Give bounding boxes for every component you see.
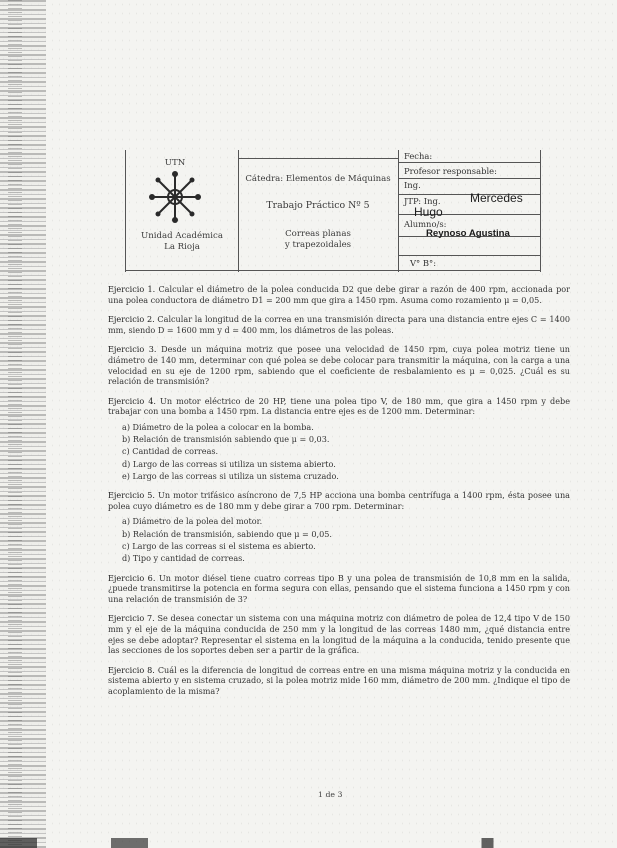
frame-line: [398, 255, 540, 256]
exercise-8: [108, 665, 570, 697]
student-name: Reynoso Agustina: [426, 228, 510, 239]
exercise-label: Ejercicio 6.: [108, 572, 156, 583]
exercise-item: c) Largo de las correas si el sistema es abierto.: [122, 540, 316, 551]
unidad-academica: Unidad Académica: [141, 231, 223, 241]
exercise-text: Se desea conectar un sistema con una máquina motriz con diámetro de polea de 12,4 tipo V de 150 mm y el eje de la máquina conducida de 250 mm y la longitud de las correas 1480 mm, ¿qué distancia entre ejes se debe adoptar? Representar el sistema en la longitud de la máquina a la conducida, tenido presente que las secciones de los soportes deben ser a partir de la gráfica.: [108, 613, 570, 656]
exercise-text: Cuál es la diferencia de longitud de correas entre en una misma máquina motriz y la conducida en sistema abierto y en sistema cruzado, si la polea motriz mide 160 mm, diámetro de 200 mm. ¿Indique el tipo de acoplamiento de la misma?: [108, 664, 570, 696]
exercise-5-items: [122, 516, 570, 563]
frame-line: [398, 178, 540, 179]
exercise-item: e) Largo de las correas si utiliza un sistema cruzado.: [122, 470, 339, 481]
exercise-item: d) Largo de las correas si utiliza un sistema abierto.: [122, 458, 336, 469]
frame-line: [540, 150, 541, 272]
profesor-label: Profesor responsable:: [404, 166, 497, 176]
frame-line: [398, 150, 399, 272]
exercise-label: Ejercicio 7.: [108, 613, 155, 624]
exercise-4: [108, 396, 570, 417]
ing-label: Ing.: [404, 180, 421, 190]
exercise-label: Ejercicio 5.: [108, 490, 155, 501]
frame-line: [238, 158, 398, 159]
scan-edge: [0, 838, 617, 848]
catedra-title: Cátedra: Elementos de Máquinas: [245, 174, 391, 184]
binding-edge: [0, 0, 46, 848]
frame-line: [125, 270, 540, 271]
exercise-4-items: [122, 422, 570, 481]
binding-holes: [8, 0, 22, 848]
exercise-text: Calcular el diámetro de la polea conducida D2 que debe girar a razón de 400 rpm, accionada por una polea conductora de diámetro D1 = 200 mm que gira a 1450 rpm. Asuma como rozamiento μ = 0,05.: [108, 284, 571, 305]
jtp-name-handwritten-2: Hugo: [414, 205, 443, 219]
page-number: 1 de 3: [318, 790, 343, 799]
unidad-location: La Rioja: [164, 242, 200, 252]
exercise-text: Desde un máquina motriz que posee una velocidad de 1450 rpm, cuya polea motriz tiene un diámetro de 140 mm, determinar con qué polea se debe colocar para transmitir la máquina, con la carga a una velocidad en su eje de 1200 rpm, sabiendo que el coeficiente de resbalamiento es μ = 0,025. ¿Cuál es su relación de transmisión?: [108, 344, 570, 387]
frame-line: [238, 150, 239, 272]
exercise-item: c) Cantidad de correas.: [122, 446, 219, 457]
exercise-label: Ejercicio 3.: [108, 344, 157, 355]
exercise-item: a) Diámetro de la polea a colocar en la bomba.: [122, 421, 314, 432]
topic-line-2: y trapezoidales: [284, 240, 352, 250]
exercise-label: Ejercicio 8.: [108, 664, 155, 675]
topic-line-1: Correas planas: [285, 229, 351, 239]
exercise-label: Ejercicio 2.: [108, 314, 155, 325]
exercise-5: [108, 490, 570, 511]
exercise-item: d) Tipo y cantidad de correas.: [122, 553, 245, 564]
fecha-label: Fecha:: [404, 151, 433, 161]
frame-line: [398, 162, 540, 163]
exercise-text: Un motor trifásico asíncrono de 7,5 HP acciona una bomba centrífuga a 1400 rpm, ésta posee una polea cuyo diámetro es de 180 mm y debe girar a 700 rpm. Determinar:: [108, 490, 570, 511]
vb-label: V° B°:: [410, 258, 437, 268]
exercise-3: [108, 344, 570, 386]
frame-line: [125, 150, 126, 272]
exercise-6: [108, 573, 570, 605]
exercise-text: Un motor eléctrico de 20 HP, tiene una polea tipo V, de 180 mm, que gira a 1450 rpm y debe trabajar con una bomba a 1450 rpm. La distancia entre ejes es de 1200 mm. Determinar:: [108, 395, 570, 417]
university-name: UTN: [164, 158, 186, 168]
exercise-label: Ejercicio 1.: [108, 284, 156, 294]
exercise-item: b) Relación de transmisión sabiendo que μ = 0,03.: [122, 434, 330, 445]
exercise-item: b) Relación de transmisión, sabiendo que μ = 0,05.: [122, 528, 332, 539]
exercise-list: [108, 284, 570, 706]
exercise-2: [108, 314, 570, 335]
exercise-1: [108, 284, 570, 305]
tp-title: Trabajo Práctico Nº 5: [266, 200, 370, 211]
university-logo-icon: [146, 168, 204, 226]
jtp-label: JTP: Ing.: [404, 196, 441, 206]
exercise-label: Ejercicio 4.: [108, 395, 156, 406]
jtp-name-handwritten: Mercedes: [470, 191, 523, 205]
exercise-text: Un motor diésel tiene cuatro correas tipo B y una polea de transmisión de 10,8 mm en la salida, ¿puede transmitirse la potencia en forma segura con ellas, pensando que el sistema funciona a 1450 rpm y con una relación de transmisión de 3?: [108, 572, 570, 604]
alumno-label: Alumno/s:: [404, 219, 447, 229]
exercise-7: [108, 613, 570, 655]
exercise-text: Calcular la longitud de la correa en una transmisión directa para una distancia entre ejes C = 1400 mm, siendo D = 1600 mm y d = 400 mm, los diámetros de las poleas.: [108, 314, 570, 335]
exercise-item: a) Diámetro de la polea del motor.: [122, 516, 263, 527]
